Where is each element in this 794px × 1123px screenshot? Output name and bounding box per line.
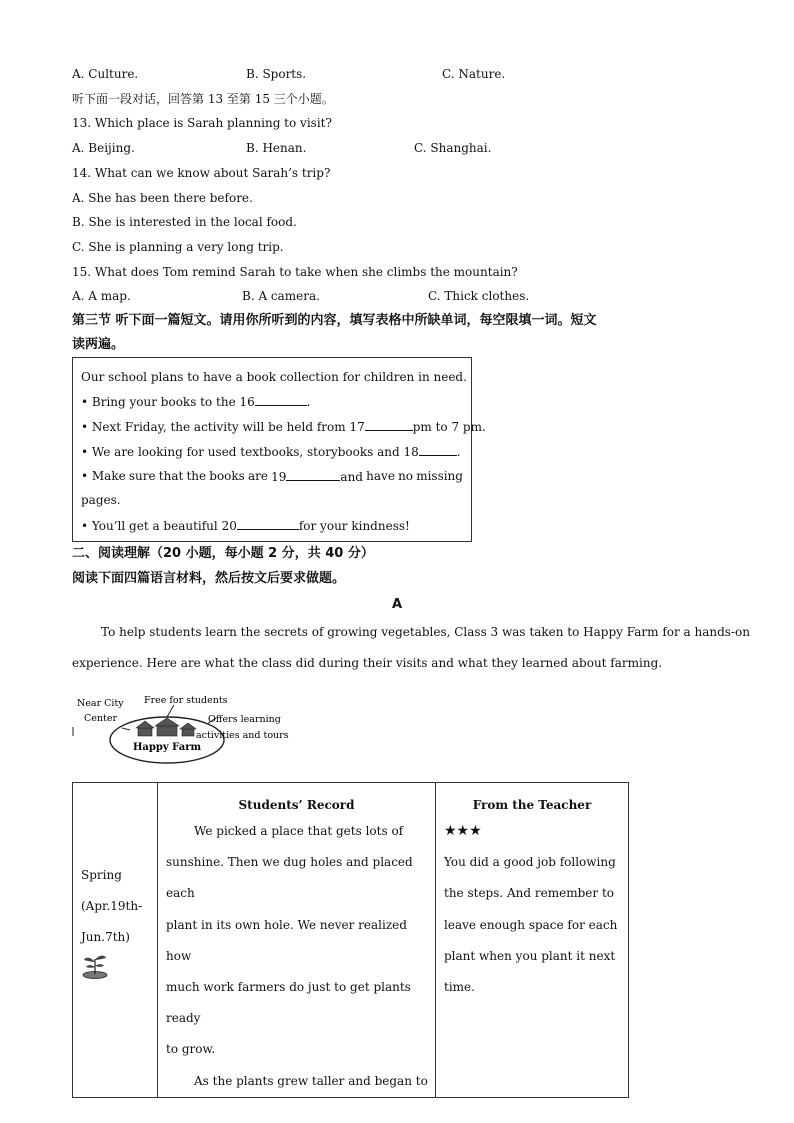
students-record-cell: [158, 783, 436, 1098]
notice-word: and: [340, 470, 363, 484]
passage-line-1: To help students learn the secrets of growing vegetables, Class 3 was taken to Happy Farm for a hands-on: [101, 625, 750, 639]
record-line: sunshine. Then we dug holes and placed each: [166, 855, 413, 901]
dialogue-instruction: 听下面一段对话，回答第 13 至第 15 三个小题。: [72, 92, 334, 106]
teacher-line: time.: [444, 980, 475, 995]
notice-text: • Next Friday, the activity will be held from 17: [81, 420, 365, 434]
farm-title: Happy Farm: [132, 742, 202, 753]
option-c: C. Nature.: [442, 67, 506, 81]
notice-word: sure: [128, 469, 156, 483]
question-14: 14. What can we know about Sarah’s trip?: [72, 166, 331, 180]
notice-text: .: [306, 395, 311, 409]
connector-line: [167, 705, 174, 717]
notice-item-20: [81, 517, 410, 534]
happy-farm-graphic: [70, 692, 300, 772]
notice-text: • You’ll get a beautiful 20: [81, 519, 237, 533]
notice-number: 19: [271, 470, 287, 484]
part2-heading: 二、阅读理解（20 小题，每小题 2 分，共 40 分）: [72, 546, 374, 561]
teacher-line: plant when you plant it next: [444, 948, 616, 963]
blank-16: [255, 393, 307, 406]
part2-instruction: 阅读下面四篇语言材料，然后按文后要求做题。: [72, 571, 346, 586]
notice-word: missing: [416, 469, 463, 483]
q15-option-a: A. A map.: [72, 289, 131, 303]
q14-option-b: B. She is interested in the local food.: [72, 215, 297, 229]
passage-line-2: experience. Here are what the class did during their visits and what they learned about farming.: [72, 656, 663, 670]
teacher-line: You did a good job following: [444, 855, 616, 870]
farm-label-activities: activities and tours: [196, 730, 289, 741]
notice-word: [271, 468, 363, 485]
blank-17: [365, 418, 413, 431]
blank-20: [237, 517, 299, 530]
question-15: 15. What does Tom remind Sarah to take when she climbs the mountain?: [72, 265, 518, 279]
passage-a-intro: [72, 617, 750, 679]
season-label: Spring: [81, 868, 122, 882]
notice-item-19-cont: pages.: [81, 493, 121, 507]
record-line: much work farmers do just to get plants ready: [166, 980, 411, 1026]
teacher-feedback-cell: [436, 783, 629, 1098]
record-line: We picked a place that gets lots of: [194, 824, 404, 838]
notice-text: • We are looking for used textbooks, storybooks and 18: [81, 445, 419, 459]
farm-label-near: Near City: [77, 698, 124, 709]
q14-option-c: C. She is planning a very long trip.: [72, 240, 284, 254]
teacher-header: From the Teacher: [472, 798, 592, 812]
season-cell: [73, 783, 158, 1098]
plant-icon: [81, 950, 109, 980]
students-record-text: [166, 816, 435, 1097]
farm-label-center: Center: [84, 713, 117, 724]
students-record-header: Students’ Record: [238, 798, 355, 812]
notice-text: .: [456, 445, 461, 459]
notice-word: • Make: [81, 469, 126, 483]
record-line: plant in its own hole. We never realized how: [166, 917, 407, 963]
option-a: A. Culture.: [72, 67, 139, 81]
record-line: to grow.: [166, 1042, 216, 1057]
q13-option-b: B. Henan.: [246, 141, 307, 155]
farm-label-offers: Offers learning: [208, 714, 281, 725]
notice-word: that: [158, 469, 184, 483]
farm-label-free: Free for students: [144, 695, 228, 706]
season-dates: (Apr.19th-: [81, 899, 143, 913]
q15-option-c: C. Thick clothes.: [428, 289, 530, 303]
notice-item-18: [81, 443, 461, 460]
notice-intro: Our school plans to have a book collection for children in need.: [81, 370, 467, 384]
notice-item-19: [81, 468, 463, 485]
q13-option-a: A. Beijing.: [72, 141, 135, 155]
notice-word: the: [186, 469, 207, 483]
notice-word: books: [209, 469, 245, 483]
star-rating: ★★★: [444, 823, 482, 839]
notice-word: have: [366, 469, 395, 483]
section3-heading: 第三节 听下面一篇短文。请用你所听到的内容，填写表格中所缺单词，每空限填一词。短文: [72, 313, 597, 328]
teacher-line: leave enough space for each: [444, 917, 618, 932]
notice-text: pm to 7 pm.: [412, 420, 486, 434]
teacher-line: the steps. And remember to: [444, 886, 614, 901]
notice-item-16: [81, 393, 311, 410]
notice-text: • Bring your books to the 16: [81, 395, 255, 409]
blank-19: [286, 468, 340, 481]
season-block: [81, 860, 142, 953]
notice-word: no: [398, 469, 414, 483]
season-dates: Jun.7th): [81, 930, 130, 944]
option-b: B. Sports.: [246, 67, 307, 81]
section3-heading-cont: 读两遍。: [72, 337, 125, 352]
record-line: As the plants grew taller and began to: [194, 1073, 428, 1088]
q14-option-a: A. She has been there before.: [72, 191, 253, 205]
notice-box: [72, 357, 486, 542]
q15-option-b: B. A camera.: [242, 289, 320, 303]
q13-option-c: C. Shanghai.: [414, 141, 492, 155]
blank-18: [419, 443, 457, 456]
notice-word: are: [247, 469, 268, 483]
passage-letter: A: [391, 597, 403, 612]
record-table: [72, 782, 629, 1098]
notice-text: for your kindness!: [298, 519, 410, 533]
teacher-text: [444, 816, 628, 1003]
question-13: 13. Which place is Sarah planning to visit?: [72, 116, 332, 130]
notice-item-17: [81, 418, 486, 435]
